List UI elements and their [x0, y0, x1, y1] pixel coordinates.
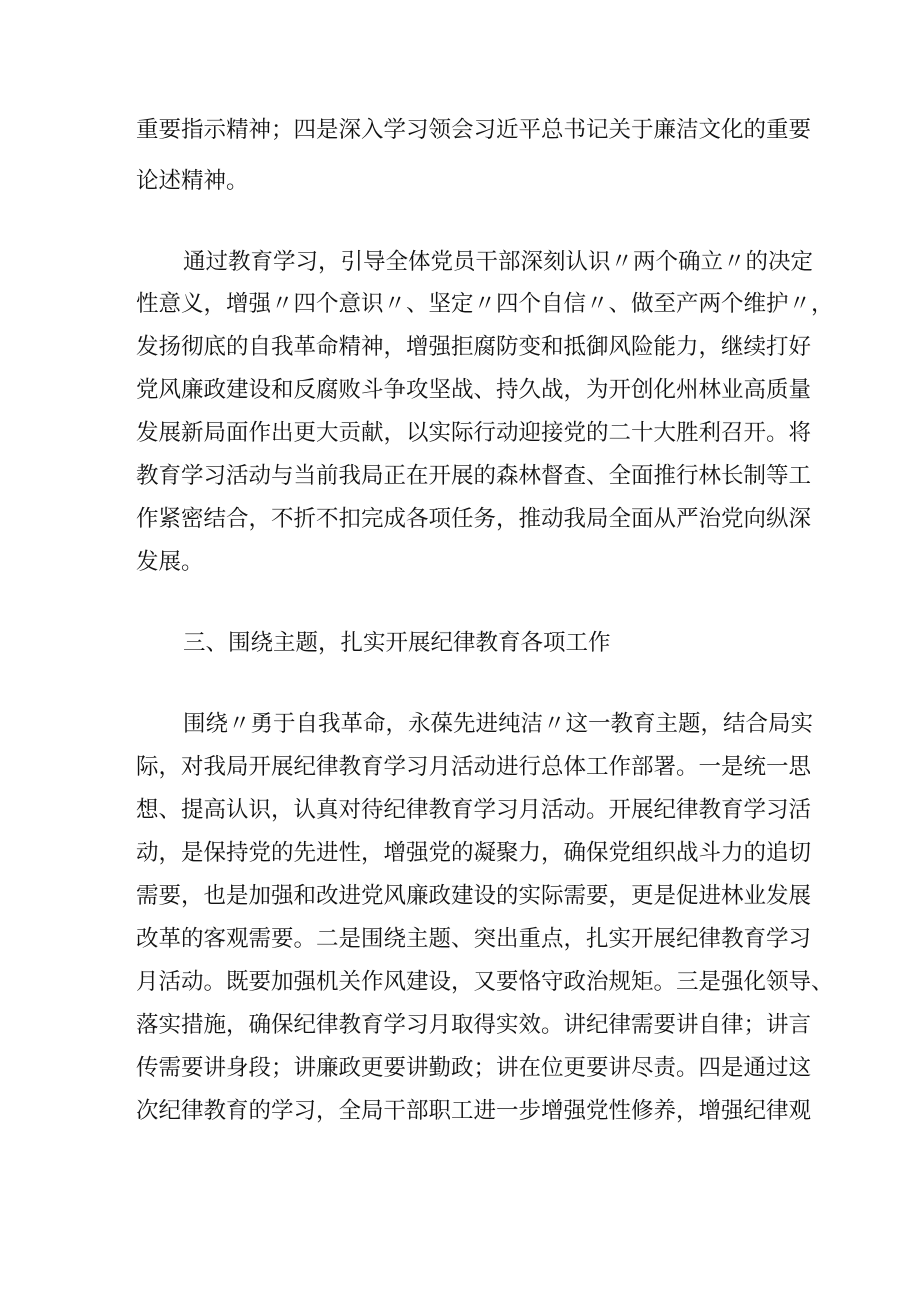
- text-line: 落实措施，确保纪律教育学习月取得实效。讲纪律需要讲自律；讲言: [136, 1012, 812, 1038]
- text-line: 重要指示精神；四是深入学习领会习近平总书记关于廉洁文化的重要: [136, 117, 812, 143]
- text-line: 改革的客观需要。二是围绕主题、突出重点，扎实开展纪律教育学习: [136, 926, 812, 952]
- section-heading: 三、围绕主题，扎实开展纪律教育各项工作: [183, 630, 611, 656]
- text-line: 际，对我局开展纪律教育学习月活动进行总体工作部署。一是统一思: [136, 754, 812, 780]
- text-line: 发扬彻底的自我革命精神，增强拒腐防变和抵御风险能力，继续打好: [136, 334, 812, 360]
- text-line: 动，是保持党的先进性，增强党的凝聚力，确保党组织战斗力的追切: [136, 840, 812, 866]
- text-line: 论述精神。: [136, 168, 249, 194]
- paragraph-start-line: 围绕〃勇于自我革命，永葆先进纯洁〃这一教育主题，结合局实: [183, 711, 814, 737]
- text-line: 想、提高认识，认真对待纪律教育学习月活动。开展纪律教育学习活: [136, 797, 812, 823]
- text-line: 教育学习活动与当前我局正在开展的森林督查、全面推行林长制等工: [136, 463, 812, 489]
- text-line: 传需要讲身段；讲廉政更要讲勤政；讲在位更要讲尽责。四是通过这: [136, 1055, 812, 1081]
- text-line: 性意义，增强〃四个意识〃、坚定〃四个自信〃、做至产两个维护〃，: [136, 291, 834, 317]
- text-line: 党风廉政建设和反腐败斗争攻坚战、持久战，为开创化州林业高质量: [136, 377, 812, 403]
- text-line: 月活动。既要加强机关作风建设，又要恪守政治规矩。三是强化领导、: [136, 969, 834, 995]
- text-line: 次纪律教育的学习，全局干部职工进一步增强党性修养，增强纪律观: [136, 1098, 812, 1124]
- text-line: 需要，也是加强和改进党风廉政建设的实际需要，更是促进林业发展: [136, 883, 812, 909]
- text-line: 作紧密结合，不折不扣完成各项任务，推动我局全面从严治党向纵深: [136, 506, 812, 532]
- text-line: 发展。: [136, 549, 204, 575]
- text-line: 发展新局面作出更大贡献，以实际行动迎接党的二十大胜利召开。将: [136, 420, 812, 446]
- paragraph-start-line: 通过教育学习，引导全体党员干部深刻认识〃两个确立〃的决定: [183, 249, 814, 275]
